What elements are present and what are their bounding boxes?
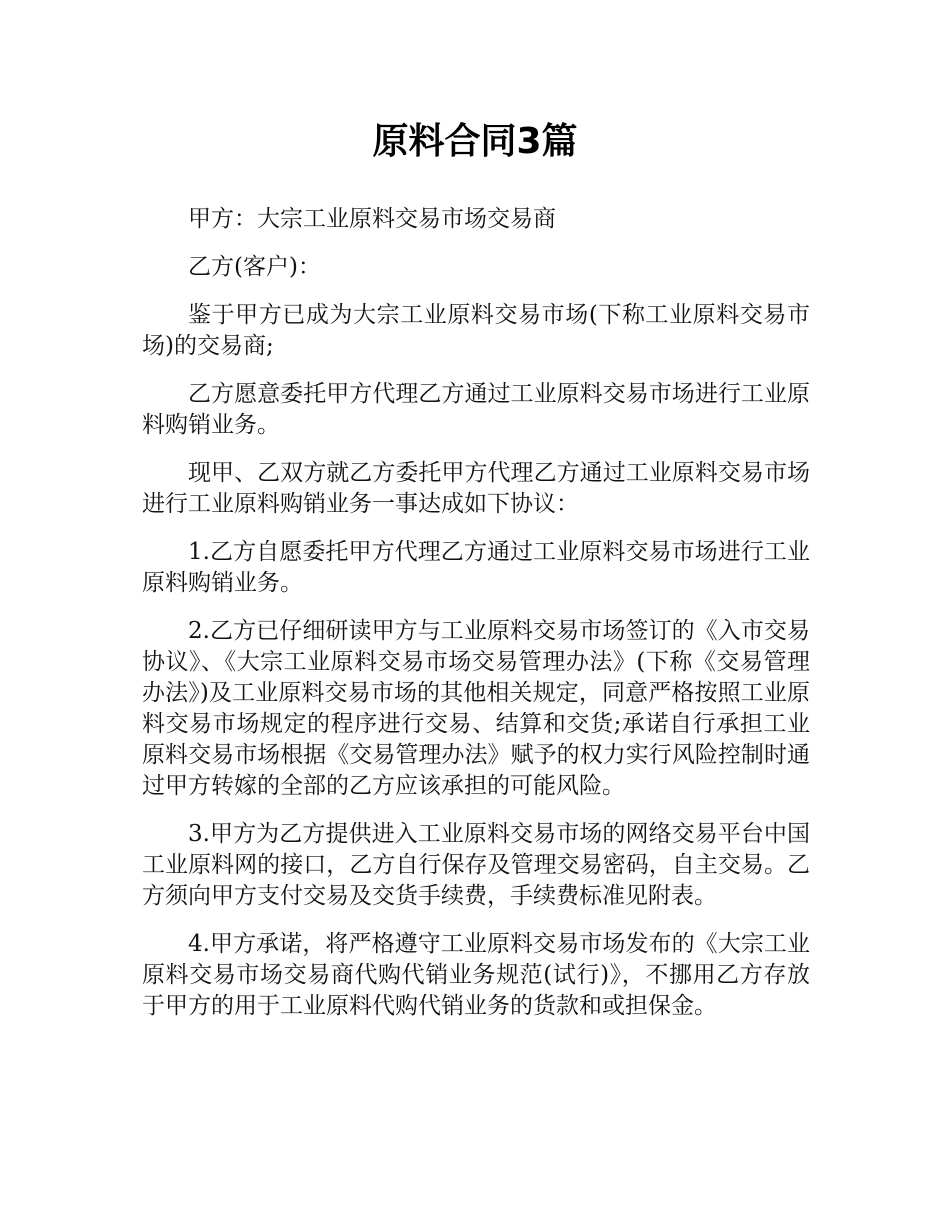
recital-paragraph-2: 乙方愿意委托甲方代理乙方通过工业原料交易市场进行工业原料购销业务。 (142, 381, 810, 438)
party-a-line: 甲方：大宗工业原料交易市场交易商 (188, 206, 556, 232)
party-b-line: 乙方(客户)： (188, 254, 321, 280)
document-body (142, 204, 810, 1039)
clause-1: 1.乙方自愿委托甲方代理乙方通过工业原料交易市场进行工业原料购销业务。 (142, 539, 810, 596)
clause-2: 2.乙方已仔细研读甲方与工业原料交易市场签订的《入市交易协议》、《大宗工业原料交易市场交易管理办法》(下称《交易管理办法》)及工业原料交易市场的其他相关规定，同意严格按照工业原料交易市场规定的程序进行交易、结算和交货;承诺自行承担工业原料交易市场根据《交易管理办法》赋予的权力实行风险控制时通过甲方转嫁的全部的乙方应该承担的可能风险。 (142, 618, 810, 799)
document-title: 原料合同3篇 (372, 121, 578, 162)
clause-4: 4.甲方承诺，将严格遵守工业原料交易市场发布的《大宗工业原料交易市场交易商代购代销业务规范(试行)》，不挪用乙方存放于甲方的用于工业原料代购代销业务的货款和或担保金。 (142, 931, 810, 1019)
agreement-intro-paragraph: 现甲、乙双方就乙方委托甲方代理乙方通过工业原料交易市场进行工业原料购销业务一事达成如下协议： (142, 460, 810, 517)
clause-3: 3.甲方为乙方提供进入工业原料交易市场的网络交易平台中国工业原料网的接口，乙方自行保存及管理交易密码，自主交易。乙方须向甲方支付交易及交货手续费，手续费标准见附表。 (142, 821, 810, 909)
recital-paragraph-1: 鉴于甲方已成为大宗工业原料交易市场(下称工业原料交易市场)的交易商; (142, 302, 810, 359)
